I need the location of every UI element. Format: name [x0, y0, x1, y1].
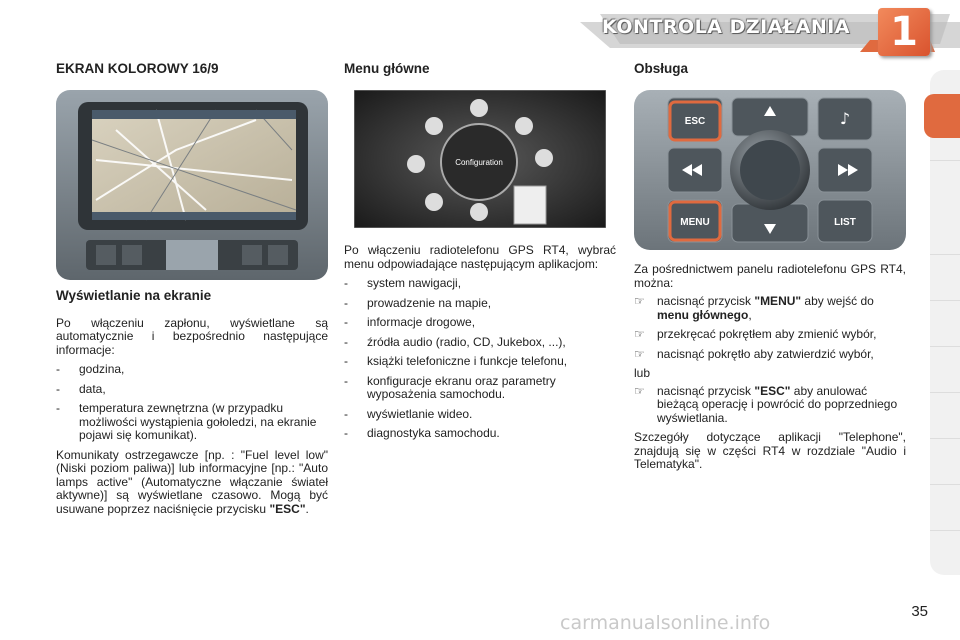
intro-paragraph: Po włączeniu radiotelefonu GPS RT4, wybrać menu odpowiadające następującym aplikacjom: — [344, 243, 616, 271]
column-main-menu-text — [344, 244, 616, 447]
section-heading: Obsługa — [634, 61, 689, 76]
list-item: - wyświetlanie wideo. — [344, 406, 473, 421]
column-main-menu — [344, 62, 616, 76]
intro-paragraph: Po włączeniu zapłonu, wyświetlane są automatycznie i bezpośrednio następujące informacje: — [56, 315, 328, 357]
side-tab-active — [924, 94, 960, 138]
menu-button-label: MENU — [680, 217, 710, 228]
reference-paragraph: Szczegóły dotyczące aplikacji "Telephone", znajdują się w części RT4 w rozdziale "Audio i Telematyka". — [634, 430, 906, 471]
pointing-hand-icon: ☞ — [634, 327, 645, 341]
side-tab — [930, 210, 960, 255]
list-item: - diagnostyka samochodu. — [344, 426, 500, 440]
operation-list-alt — [634, 385, 906, 426]
side-tab — [930, 394, 960, 439]
pointing-hand-icon: ☞ — [634, 383, 645, 398]
intro-paragraph: Za pośrednictwem panelu radiotelefonu GPS RT4, można: — [634, 262, 906, 290]
chapter-side-tabs — [930, 70, 960, 575]
pointing-hand-icon: ☞ — [634, 294, 645, 308]
svg-text:♪: ♪ — [839, 109, 851, 128]
main-menu-screen-photo — [354, 90, 606, 228]
side-tab — [930, 486, 960, 531]
list-item: ☞ nacisnąć przycisk "ESC" aby anulować bieżącą operację i powrócić do poprzedniego wyświetlania. — [634, 383, 898, 425]
list-item: - źródła audio (radio, CD, Jukebox, ...), — [344, 334, 566, 349]
info-list — [56, 363, 328, 443]
subsection-heading: Wyświetlanie na ekranie — [56, 288, 212, 303]
column-operation — [634, 62, 906, 76]
warning-paragraph: Komunikaty ostrzegawcze [np. : "Fuel level low" (Niski poziom paliwa)] lub informacyjne [np.: "Auto lamps active" (Automatyczne włączanie świateł aktywne)] są wyświetlane czasowo. Mogą być usuwane poprzez naciśnięcie przycisku "ESC". — [56, 447, 328, 516]
list-item: - data, — [56, 381, 106, 396]
page-number: 35 — [911, 603, 928, 620]
list-item: - prowadzenie na mapie, — [344, 295, 492, 310]
column-display-text — [56, 289, 328, 522]
list-item: ☞ nacisnąć przycisk "MENU" aby wejść do menu głównego, — [634, 294, 874, 322]
color-screen-photo — [56, 90, 328, 280]
list-item: - godzina, — [56, 362, 125, 376]
side-tab — [930, 440, 960, 485]
list-item: - informacje drogowe, — [344, 315, 476, 329]
section-heading: Menu główne — [344, 61, 430, 76]
or-text: lub — [634, 366, 651, 380]
operation-list — [634, 295, 906, 361]
list-item: - książki telefoniczne i funkcje telefonu, — [344, 354, 568, 368]
control-panel-photo — [634, 90, 906, 250]
list-button-label: LIST — [834, 217, 856, 228]
chapter-number-badge: 1 — [878, 8, 930, 56]
column-display — [56, 62, 328, 76]
pointing-hand-icon: ☞ — [634, 346, 645, 361]
application-list — [344, 277, 616, 441]
list-item: ☞ przekręcać pokrętłem aby zmienić wybór, — [634, 327, 877, 341]
watermark: carmanualsonline.info — [560, 612, 771, 634]
side-tab — [930, 256, 960, 301]
list-item: ☞ nacisnąć pokrętło aby zatwierdzić wybór, — [634, 346, 874, 361]
list-item: - system nawigacji, — [344, 276, 462, 290]
section-heading: EKRAN KOLOROWY 16/9 — [56, 61, 219, 76]
menu-center-label: Configuration — [455, 158, 503, 167]
esc-button-label: ESC — [684, 116, 706, 127]
side-tab — [930, 302, 960, 347]
side-tab — [930, 348, 960, 393]
column-operation-text — [634, 263, 906, 478]
page-header-title: KONTROLA DZIAŁANIA — [602, 16, 850, 38]
list-item: - konfiguracje ekranu oraz parametry wyposażenia samochodu. — [344, 373, 556, 401]
list-item: - temperatura zewnętrzna (w przypadku możliwości wystąpienia gołoledzi, na ekranie pojawi się komunikat). — [56, 401, 317, 442]
